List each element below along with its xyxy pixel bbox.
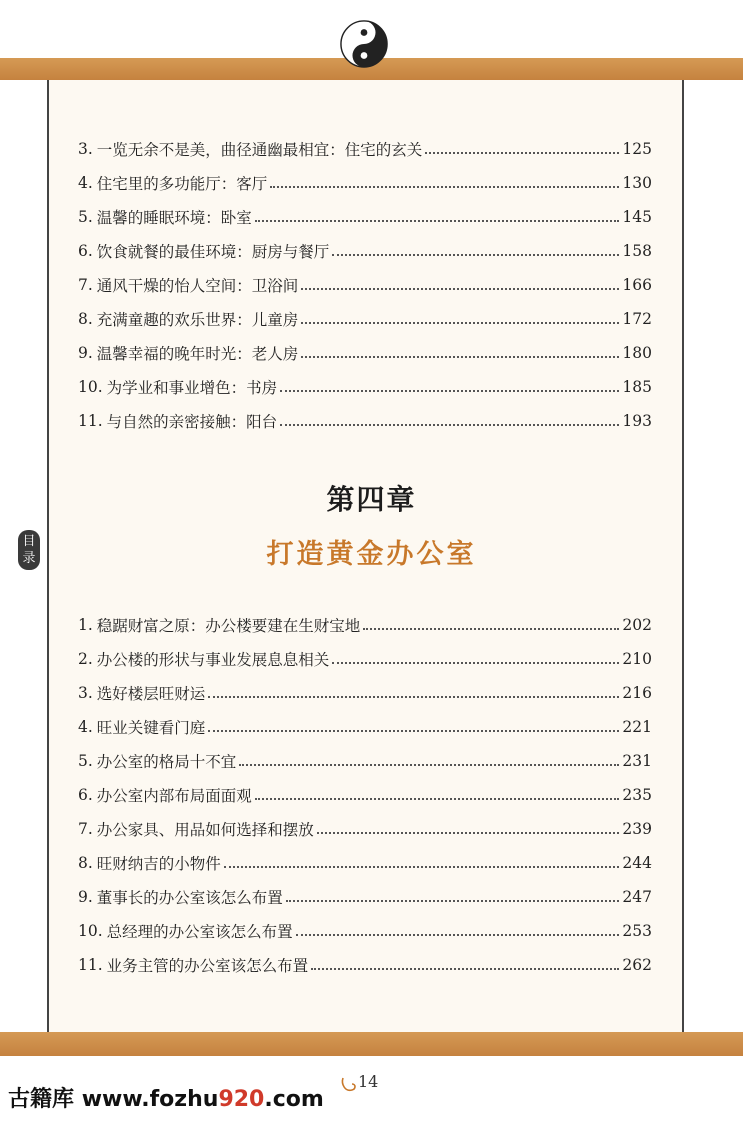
toc-entry-page: 185 [622, 378, 652, 396]
toc-entry-title: 为学业和事业增色：书房 [106, 379, 278, 397]
toc-entry-page: 231 [622, 752, 652, 770]
toc-entry-page: 216 [622, 684, 652, 702]
toc-entry-number: 4. [78, 718, 93, 736]
toc-entry-page: 172 [622, 310, 652, 328]
toc-leader-dots [280, 424, 619, 426]
toc-entry-number: 6. [78, 786, 93, 804]
toc-entry-page: 145 [622, 208, 652, 226]
site-watermark [8, 1082, 324, 1113]
toc-entry-title: 住宅里的多功能厅：客厅 [96, 175, 268, 193]
toc-leader-dots [280, 390, 619, 392]
toc-entry-page: 253 [622, 922, 652, 940]
toc-entry-page: 130 [622, 174, 652, 192]
toc-entry-page: 221 [622, 718, 652, 736]
toc-entry[interactable] [78, 336, 652, 370]
toc-leader-dots [286, 900, 620, 902]
toc-entry-page: 202 [622, 616, 652, 634]
toc-entry-title: 办公楼的形状与事业发展息息相关 [96, 651, 330, 669]
toc-upper-list [78, 132, 652, 438]
toc-entry-title: 旺业关键看门庭 [96, 719, 206, 737]
toc-entry-page: 235 [622, 786, 652, 804]
toc-entry-number: 7. [78, 820, 93, 838]
toc-entry-number: 11. [78, 412, 103, 430]
toc-entry-title: 通风干燥的怡人空间：卫浴间 [96, 277, 299, 295]
toc-entry[interactable] [78, 846, 652, 880]
toc-entry-number: 1. [78, 616, 93, 634]
toc-entry-title: 温馨幸福的晚年时光：老人房 [96, 345, 299, 363]
toc-entry-title: 业务主管的办公室该怎么布置 [106, 957, 309, 975]
toc-entry[interactable] [78, 710, 652, 744]
page-number: 14 [358, 1072, 379, 1091]
toc-entry-number: 2. [78, 650, 93, 668]
toc-entry-page: 125 [622, 140, 652, 158]
toc-entry-number: 6. [78, 242, 93, 260]
side-tab-char-1: 目 [22, 534, 36, 549]
watermark-url-b: 920 [218, 1087, 265, 1112]
toc-entry-page: 158 [622, 242, 652, 260]
watermark-url-a: www.fozhu [81, 1087, 219, 1112]
toc-entry-title: 董事长的办公室该怎么布置 [96, 889, 283, 907]
toc-leader-dots [425, 152, 619, 154]
toc-entry-page: 262 [622, 956, 652, 974]
toc-entry-page: 166 [622, 276, 652, 294]
toc-leader-dots [270, 186, 619, 188]
toc-entry-number: 5. [78, 208, 93, 226]
toc-entry[interactable] [78, 404, 652, 438]
toc-entry-title: 饮食就餐的最佳环境：厨房与餐厅 [96, 243, 330, 261]
toc-leader-dots [208, 730, 619, 732]
toc-leader-dots [255, 220, 620, 222]
toc-leader-dots [332, 254, 619, 256]
toc-entry[interactable] [78, 812, 652, 846]
toc-leader-dots [208, 696, 619, 698]
toc-entry[interactable] [78, 200, 652, 234]
toc-entry-title: 办公家具、用品如何选择和摆放 [96, 821, 314, 839]
toc-lower-list [78, 608, 652, 982]
toc-entry-number: 11. [78, 956, 103, 974]
toc-entry-title: 稳踞财富之原：办公楼要建在生财宝地 [96, 617, 361, 635]
toc-entry-title: 总经理的办公室该怎么布置 [106, 923, 293, 941]
swirl-ornament-icon [340, 1072, 358, 1096]
toc-entry-number: 3. [78, 140, 93, 158]
toc-entry[interactable] [78, 676, 652, 710]
toc-entry-number: 7. [78, 276, 93, 294]
toc-entry-number: 10. [78, 922, 103, 940]
toc-entry-number: 10. [78, 378, 103, 396]
watermark-cn: 古籍库 [8, 1087, 75, 1112]
toc-leader-dots [224, 866, 620, 868]
toc-entry-title: 办公室的格局十不宜 [96, 753, 237, 771]
toc-leader-dots [301, 288, 619, 290]
toc-entry-title: 与自然的亲密接触：阳台 [106, 413, 278, 431]
toc-entry-page: 210 [622, 650, 652, 668]
toc-entry-title: 温馨的睡眠环境：卧室 [96, 209, 252, 227]
toc-entry[interactable] [78, 642, 652, 676]
toc-leader-dots [255, 798, 620, 800]
toc-entry-number: 9. [78, 888, 93, 906]
toc-entry-page: 247 [622, 888, 652, 906]
toc-entry[interactable] [78, 166, 652, 200]
toc-leader-dots [301, 322, 619, 324]
toc-entry-page: 193 [622, 412, 652, 430]
toc-entry-number: 8. [78, 854, 93, 872]
toc-leader-dots [311, 968, 619, 970]
chapter-number: 第四章 [326, 483, 417, 516]
yin-yang-icon [340, 20, 388, 68]
toc-entry-title: 选好楼层旺财运 [96, 685, 206, 703]
toc-leader-dots [239, 764, 619, 766]
toc-entry[interactable] [78, 914, 652, 948]
toc-entry[interactable] [78, 948, 652, 982]
toc-entry[interactable] [78, 778, 652, 812]
toc-entry-page: 239 [622, 820, 652, 838]
chapter-title: 打造黄金办公室 [266, 539, 477, 570]
toc-entry[interactable] [78, 302, 652, 336]
toc-entry-number: 3. [78, 684, 93, 702]
toc-entry-title: 一览无余不是美，曲径通幽最相宜：住宅的玄关 [96, 141, 423, 159]
toc-leader-dots [296, 934, 620, 936]
toc-entry[interactable] [78, 268, 652, 302]
toc-entry-page: 180 [622, 344, 652, 362]
toc-entry[interactable] [78, 234, 652, 268]
toc-entry-page: 244 [622, 854, 652, 872]
bottom-decorative-band [0, 1032, 743, 1056]
toc-entry[interactable] [78, 744, 652, 778]
toc-entry[interactable] [78, 132, 652, 166]
toc-entry-title: 充满童趣的欢乐世界：儿童房 [96, 311, 299, 329]
toc-leader-dots [332, 662, 619, 664]
toc-entry-title: 旺财纳吉的小物件 [96, 855, 221, 873]
toc-entry-number: 8. [78, 310, 93, 328]
toc-entry-title: 办公室内部布局面面观 [96, 787, 252, 805]
toc-entry-number: 5. [78, 752, 93, 770]
toc-entry[interactable] [78, 880, 652, 914]
watermark-url-c: .com [264, 1087, 324, 1112]
toc-entry[interactable] [78, 370, 652, 404]
toc-entry[interactable] [78, 608, 652, 642]
toc-leader-dots [363, 628, 619, 630]
toc-entry-number: 9. [78, 344, 93, 362]
side-tab-char-2: 录 [22, 551, 36, 566]
toc-leader-dots [301, 356, 619, 358]
toc-entry-number: 4. [78, 174, 93, 192]
toc-leader-dots [317, 832, 620, 834]
